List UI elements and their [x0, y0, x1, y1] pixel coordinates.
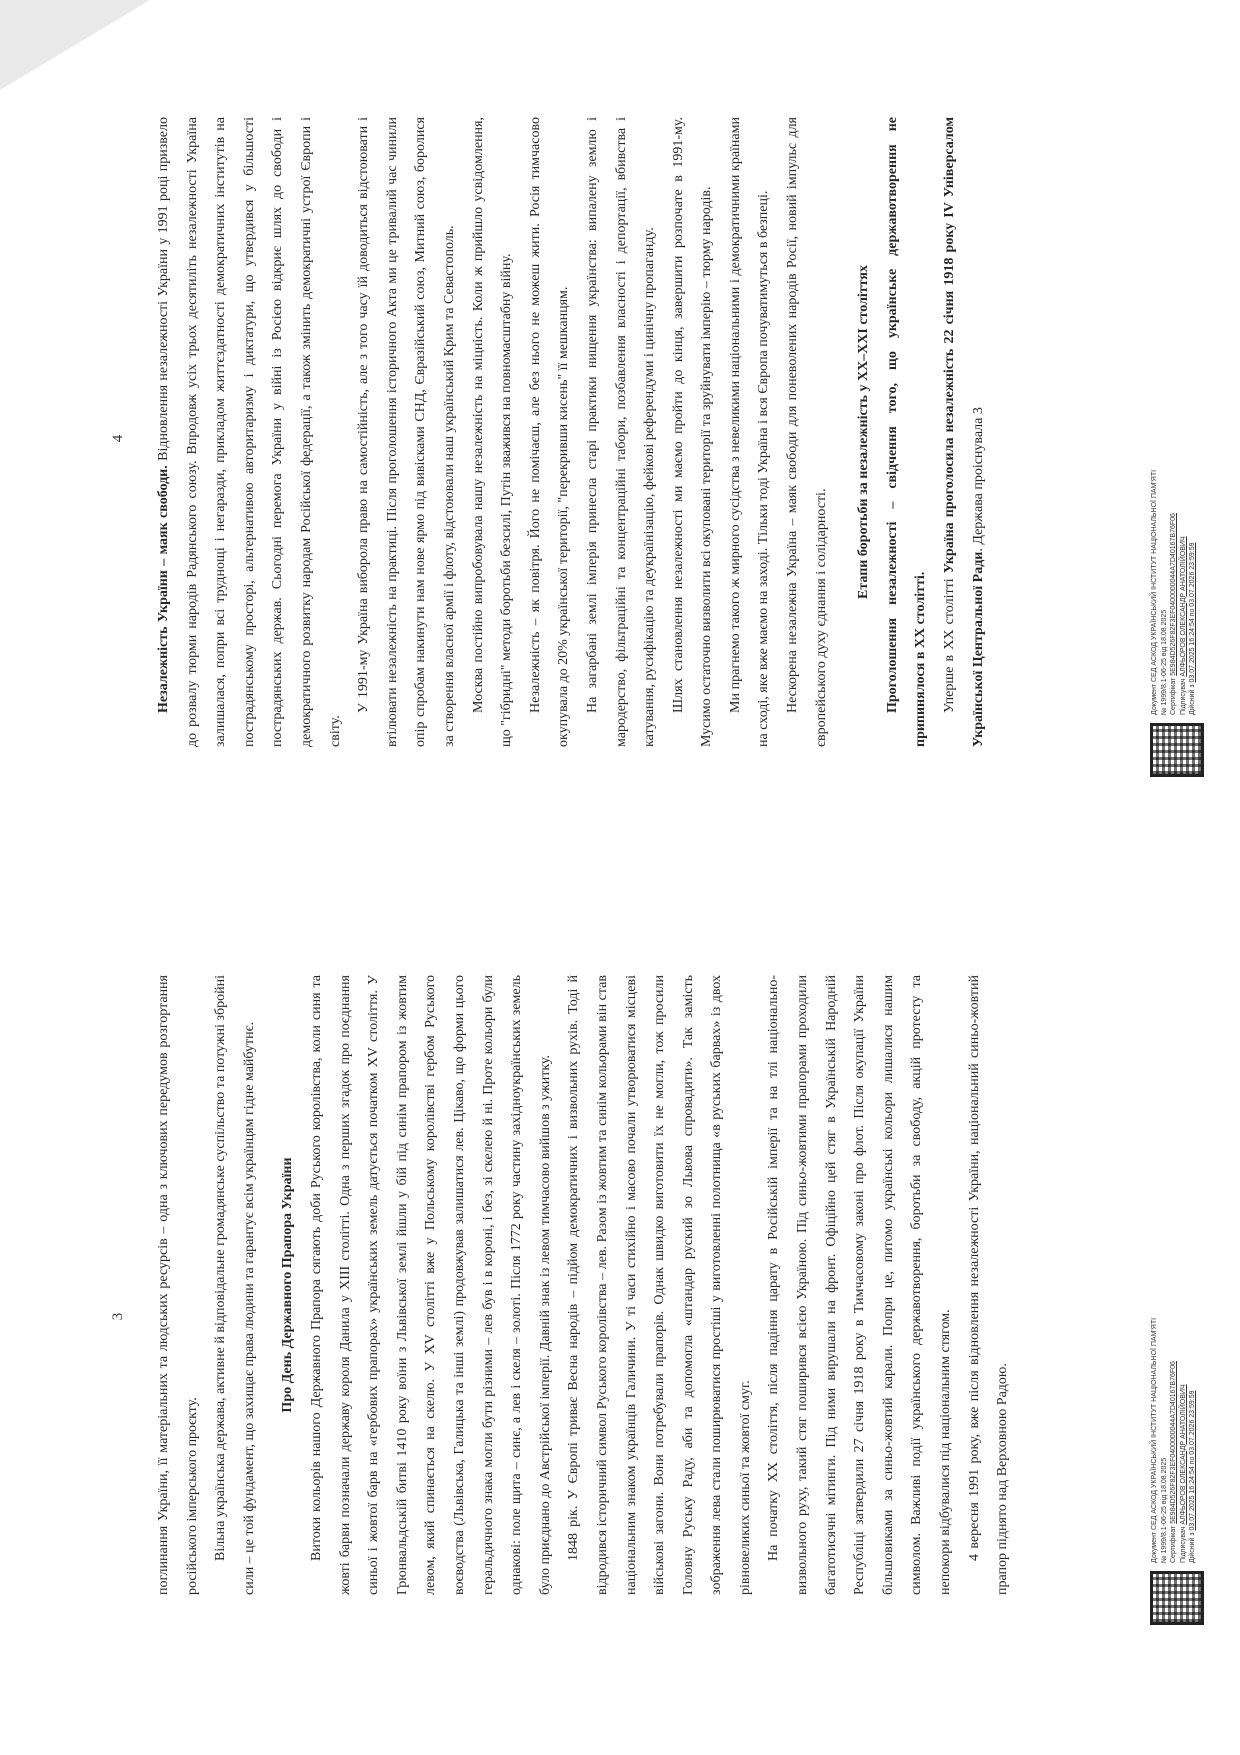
- stamp-line: [1188, 470, 1198, 715]
- stamp-line: [1188, 1318, 1198, 1563]
- stamp-label: Дійсний з: [1189, 1530, 1196, 1563]
- paragraph: На загарбані землі імперія принесла старі практики нищення українства: випалену землю і мародерство, фільтраційні та концентраційні табори, позбавлення власності і депортації, вбивства і катування, русифікацію та деукраїнізацію, фейкові референдуми і цинічну пропаганду.: [584, 117, 658, 747]
- signer-value: АЛФЬОРОВ ОЛЕКСАНДР АНАТОЛІЙОВИЧ: [1179, 536, 1187, 677]
- paragraph: [936, 117, 993, 747]
- stamp-line: № 1999/8.1-06-25 від 18.08.2025: [1160, 609, 1168, 715]
- certificate-value: 5E984D526F82F3EF0400000044A7D40167B76F06: [1170, 1361, 1177, 1524]
- signature-stamp: [1150, 470, 1204, 777]
- qr-code-icon: [1150, 723, 1204, 777]
- signature-stamp: [1150, 1318, 1204, 1625]
- page-4: [0, 0, 1240, 877]
- stamp-line: [1179, 1318, 1189, 1563]
- paragraph-end: . Держава проіснувала 3: [970, 407, 986, 552]
- validity-value: 03.07.2025 16:24:54 по 03.07.2026 23:59:59: [1189, 1390, 1196, 1531]
- stamp-line: [1179, 470, 1189, 715]
- paragraph: На початку XX століття, після падіння царату в Російській імперії та на тлі національно-визвольного руху, такий стяг поширився всією Україною. Під синьо-жовтими прапорами проходили багатотисячні мітинги. Під ними вирушали на фронт. Офіційно цей стяг в Українській Народній Республіці затвердили 27 січня 1918 року в Тимчасовому законі про флот. Після окупації України більшовиками за синьо-жовтий карали. Попри це, питомо українські кольори лишалися нашим символом. Важливі події українського державотворення, боротьби за свободу, акцій протесту та непокори відбувалися під національним стягом.: [766, 975, 954, 1595]
- paragraph: Нескорена незалежна Україна – маяк свободи для поневолених народів Росії, новий імпульс для європейського духу єднання і солідарності.: [785, 117, 829, 747]
- stamp-line: № 1999/8.1-06-25 від 18.08.2025: [1160, 1457, 1168, 1563]
- paragraph: 4 вересня 1991 року, вже після відновлення незалежності України, національний синьо-жовтий прапор піднято над Верховною Радою.: [966, 975, 1011, 1595]
- stamp-label: Сертифікат: [1170, 675, 1177, 715]
- certificate-value: 5E984D526F82F3EF0400000044A7D40167B76F06: [1170, 513, 1177, 676]
- paragraph: Шлях становлення незалежності ми маємо пройти до кінця, завершити розпочате в 1991-му. Мусимо остаточно визволити всі окуповані території та зруйнувати імперію – тюрму народів.: [670, 117, 715, 747]
- paragraph: поглинання України, її матеріальних та людських ресурсів – одна з ключових передумов розгортання російського імперського проєкту.: [156, 975, 200, 1595]
- stamp-label: Сертифікат: [1170, 1523, 1177, 1563]
- stamp-label: Підписувач: [1179, 676, 1187, 715]
- stamp-line: Документ СЕД АСКОД УКРАЇНСЬКИЙ ІНСТИТУТ НАЦІОНАЛЬНОЇ ПАМ'ЯТІ: [1151, 1317, 1158, 1563]
- stamp-text: [1150, 470, 1198, 715]
- page-number: 3: [110, 1312, 126, 1321]
- stamp-label: Підписувач: [1179, 1524, 1187, 1563]
- bold-paragraph: Проголошення незалежності – свідчення того, що українське державотворення не припинялося в XX столітті.: [884, 117, 929, 747]
- paragraph: Ми прагнемо такого ж мирного сусідства з невеликими національними і демократичними країнами на сході, яке вже маємо на заході. Тільки тоді Україна і вся Європа почуватимуться в безпеці.: [727, 117, 772, 747]
- section-heading: Про День Державного Прапора України: [280, 1157, 296, 1413]
- stamp-line: [1169, 1318, 1179, 1563]
- paragraph: Незалежність – як повітря. Його не помічаєш, але без нього не можеш жити. Росія тимчасово окупувала до 20% української території, "перекривши кисень" її мешканцям.: [527, 117, 572, 747]
- stamp-text: [1150, 1318, 1198, 1563]
- paragraph: [150, 117, 350, 747]
- paragraph-start: Уперше в XX столітті: [942, 573, 958, 713]
- stamp-line: [1169, 470, 1179, 715]
- signer-value: АЛФЬОРОВ ОЛЕКСАНДР АНАТОЛІЙОВИЧ: [1179, 1384, 1187, 1525]
- paragraph: Вільна українська держава, активне й відповідальне громадянське суспільство та потужні збройні сили – це той фундамент, що захищає права людини та гарантує всім українцям гідне майбутнє.: [213, 975, 257, 1595]
- paragraph-rest: Відновлення незалежності України у 1991 році призвело до розвалу тюрми народів Радянського союзу. Впродовж усіх трьох десятиліть незалежності Україна залишалася, попри всі труднощі і негаразди, прикладом життєздатності демократичних інститутів на пострадянському просторі, альтернативою авторитаризму і диктатури, що утвердився у більшості пострадянських держав. Сьогодні перемога України у війні із Росією відкриє шлях до свободи і демократичного розвитку народам Російської федерації, а також змінить демократичні устрої Європи і світу.: [156, 116, 343, 747]
- bold-lead: Незалежність України – маяк свободи.: [156, 465, 171, 713]
- paragraph: Москва постійно випробовувала нашу незалежність на міцність. Коли ж прийшло усвідомлення, що "гібридні" методи боротьби безсилі, Путін зважився на повномасштабну війну.: [470, 117, 515, 747]
- paragraph: Витоки кольорів нашого Державного Прапора сягають доби Руського королівства, коли синя та жовті барви позначали державу короля Данила у XIII столітті. Одна з перших згадок про поєднання синьої і жовтої барв на «гербових прапорах» українських земель датується початком XV століття. У Грюнвальдській битві 1410 року воїни з Львівської землі йшли у бій під синім прапором із жовтим левом, який спинається на скелю. У XV столітті вже у Польському королівстві гербом Руського воєводства (Львівська, Галицька та інші землі) продовжував залишатися лев. Цікаво, що форми цього геральдичного знака могли бути різними – лев був і в короні, і без, зі скелею й ні. Проте кольори були однакові: поле щита – синє, а лев і скеля – золоті. Після 1772 року частину західноукраїнських земель було приєднано до Австрійської імперії. Давній знак із левом тимчасово вийшов з ужитку.: [308, 975, 553, 1595]
- qr-code-icon: [1150, 1571, 1204, 1625]
- section-heading: Етапи боротьби за незалежність у XX–XXI століттях: [856, 265, 872, 599]
- page-3-body: [150, 975, 1018, 1595]
- bold-phrase: Україна проголосила незалежність 22 січня 1918 року IV Універсалом Української Центральної Ради: [942, 117, 986, 747]
- page-3: [0, 878, 1240, 1755]
- validity-value: 03.07.2025 16:24:54 по 03.07.2026 23:59:59: [1189, 542, 1196, 683]
- stamp-label: Дійсний з: [1189, 682, 1196, 715]
- page-4-body: [150, 117, 993, 747]
- stamp-line: Документ СЕД АСКОД УКРАЇНСЬКИЙ ІНСТИТУТ НАЦІОНАЛЬНОЇ ПАМ'ЯТІ: [1151, 469, 1158, 715]
- page-number: 4: [110, 434, 126, 443]
- paragraph: 1848 рік. У Європі триває Весна народів – підйом демократичних і визвольних рухів. Тоді й відродився історичний символ Руського королівства – лев. Разом із жовтим та синім кольорами він став національним знаком українців Галичини. У ті часи стихійно і масово почали утворюватися місцеві військові загони. Вони потребували прапорів. Однак швидко виготовити їх не могли, тож просили Головну Руську Раду, аби та допомогла «штандар руский зо Львова спровадити». Так замість зображення лева стали поширюватися простіші у виготовленні полотнища «в руських барвах» із двох рівновеликих синьої та жовтої смуг.: [566, 975, 753, 1595]
- paragraph: У 1991-му Україна виборола право на самостійність, але з того часу їй доводиться відстоювати і втілювати незалежність на практиці. Після проголошення історичного Акта ми це тривалий час чинили опір спробам накинути нам нове ярмо під вивісками СНД, Євразійський союз, Митний союз, боролися за створення власної армії і флоту, відстоювали наш український Крим та Севастополь.: [356, 117, 457, 747]
